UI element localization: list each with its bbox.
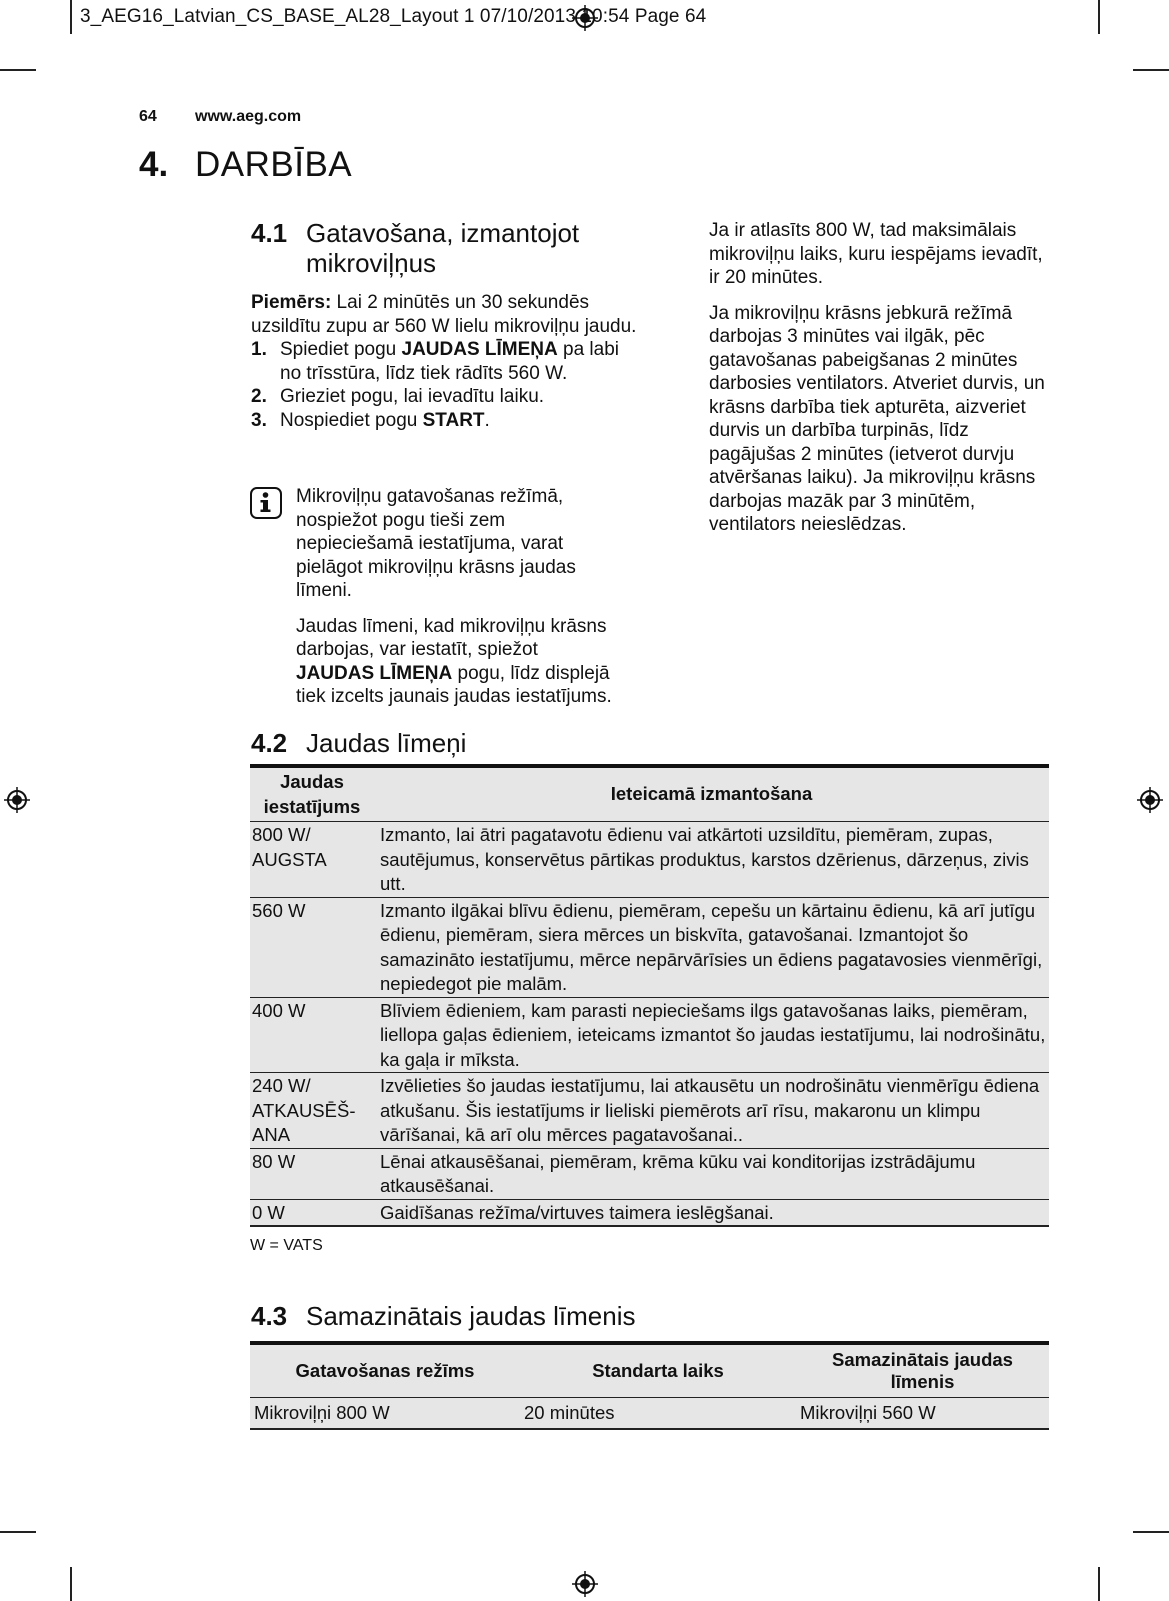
info-text: pogu, līdz displejā tiek izcelts jaunais jaudas iestatījums. — [296, 662, 612, 707]
section-title-line: mikroviļņus — [306, 248, 437, 278]
page-number: 64 — [139, 108, 157, 125]
print-slug: 3_AEG16_Latvian_CS_BASE_AL28_Layout 1 07/10/2013 10:54 Page 64 — [80, 6, 707, 27]
use-cell: Izvēlieties šo jaudas iestatījumu, lai atkausētu un nodrošinātu vienmērīgu ēdiena atkušanu. Šis iestatījums ir lieliski piemērots arī rīsu, makaronu un klimpu vārīšanai, kā arī olu mērces pagatavošanai.. — [374, 1073, 1049, 1149]
steps-list — [251, 338, 641, 432]
info-icon — [250, 487, 282, 519]
use-cell: Gaidīšanas režīma/virtuves taimera ieslēgšanai. — [374, 1199, 1049, 1226]
table-footnote: W = VATS — [250, 1237, 323, 1254]
power-levels-table — [250, 764, 1049, 1255]
setting-cell: 0 W — [250, 1199, 374, 1226]
table-row — [250, 897, 1049, 997]
step-text: Spiediet pogu — [280, 339, 402, 360]
header-url: www.aeg.com — [195, 108, 302, 125]
use-cell: Izmanto ilgākai blīvu ēdienu, piemēram, cepešu un kārtainu ēdienu, kā arī jutīgu ēdienu, piemēram, siera mērces un biskvīta, gatavošanai. Izmantojot šo samazināto iestatījumu, mērce nepārvārīsies un ēdiens pagatavosies vienmērīgi, nepiedegot pie malām. — [374, 897, 1049, 997]
step-number: 2. — [251, 386, 267, 407]
table-header-row — [250, 1343, 1049, 1398]
step-text: pa labi no trīsstūra, līdz tiek rādīts 560 W. — [280, 339, 620, 384]
crop-mark — [1133, 1531, 1169, 1533]
list-item — [251, 338, 641, 385]
section-number: 4.3 — [251, 1301, 288, 1331]
setting-cell: 80 W — [250, 1148, 374, 1199]
setting-cell: 240 W/ ATKAUSĒŠ- ANA — [250, 1073, 374, 1149]
crop-mark — [0, 69, 36, 71]
table-row — [250, 997, 1049, 1073]
info-note — [296, 485, 614, 721]
step-text: Grieziet pogu, lai ievadītu laiku. — [280, 386, 545, 407]
example-label: Piemērs: — [251, 292, 332, 313]
info-button-name: JAUDAS LĪMEŅA — [296, 662, 453, 684]
info-paragraph — [296, 615, 614, 709]
step-number: 3. — [251, 409, 267, 431]
section-title: Jaudas līmeņi — [306, 728, 467, 758]
reduced-power-table — [250, 1341, 1049, 1430]
right-column — [709, 219, 1051, 549]
table-header-cell: Standarta laiks — [520, 1343, 796, 1398]
step-button-name: JAUDAS LĪMEŅA — [401, 339, 558, 360]
registration-mark-icon — [4, 787, 30, 813]
section-title — [306, 218, 666, 278]
table-header-row — [250, 766, 1049, 822]
use-cell: Izmanto, lai ātri pagatavotu ēdienu vai atkārtoti uzsildītu, piemēram, zupas, sautējumus, konservētus pārtikas produktus, karstos dzērienus, dārzeņus, zivis utt. — [374, 822, 1049, 898]
section-title: Samazinātais jaudas līmenis — [306, 1301, 636, 1331]
right-paragraph: Ja ir atlasīts 800 W, tad maksimālais mikroviļņu laiks, kuru iespējams ievadīt, ir 20 minūtes. — [709, 220, 1043, 288]
setting-cell: 560 W — [250, 897, 374, 997]
table-header-cell: Gatavošanas režīms — [250, 1343, 520, 1398]
step-button-name: START — [422, 409, 485, 431]
table-cell: Mikroviļņi 800 W — [250, 1398, 520, 1430]
table-cell: 20 minūtes — [520, 1398, 796, 1430]
table-cell: Mikroviļņi 560 W — [796, 1398, 1049, 1430]
step-text: Nospiediet pogu — [280, 409, 423, 431]
example-text: Lai 2 minūtēs un 30 sekundēs uzsildītu zupu ar 560 W lielu mikroviļņu jaudu. — [251, 292, 637, 337]
registration-mark-icon — [572, 1571, 598, 1597]
setting-cell: 400 W — [250, 997, 374, 1073]
crop-mark — [1098, 0, 1100, 34]
crop-mark — [70, 0, 72, 34]
table-row — [250, 822, 1049, 898]
registration-mark-icon — [1137, 787, 1163, 813]
right-paragraph: Ja mikroviļņu krāsns jebkurā režīmā darbojas 3 minūtes vai ilgāk, pēc gatavošanas pabeigšanas 2 minūtes darbosies ventilators. Atveriet durvis, un krāsns darbība tiek apturēta, aizveriet durvis un darbība turpinās, līdz pagājušas 2 minūtes (ietverot durvju atvēršanas laiku). Ja mikroviļņu krāsns darbojas mazāk par 3 minūtēm, ventilators neieslēdzas. — [709, 302, 1045, 535]
table-row — [250, 1148, 1049, 1199]
step-number: 1. — [251, 339, 267, 360]
table-row — [250, 1073, 1049, 1149]
info-text: Jaudas līmeni, kad mikroviļņu krāsns darbojas, var iestatīt, spiežot — [296, 615, 607, 660]
table-header-cell: Ieteicamā izmantošana — [374, 766, 1049, 822]
table-header-cell: Samazinātais jaudas līmenis — [796, 1343, 1049, 1398]
example-block — [251, 291, 641, 432]
section-title-line: Gatavošana, izmantojot — [306, 218, 580, 248]
crop-mark — [70, 1567, 72, 1601]
crop-mark — [1133, 69, 1169, 71]
list-item — [251, 385, 641, 409]
section-number: 4.1 — [251, 218, 288, 248]
chapter-number: 4. — [139, 145, 169, 184]
section-number: 4.2 — [251, 728, 288, 758]
table-row — [250, 1398, 1049, 1430]
example-paragraph — [251, 291, 641, 338]
chapter-title: DARBĪBA — [195, 145, 353, 184]
table-row — [250, 1199, 1049, 1226]
crop-mark — [1098, 1567, 1100, 1601]
list-item — [251, 409, 641, 433]
info-paragraph: Mikroviļņu gatavošanas režīmā, nospiežot pogu tieši zem nepieciešamā iestatījuma, varat pielāgot mikroviļņu krāsns jaudas līmeni. — [296, 486, 576, 601]
use-cell: Lēnai atkausēšanai, piemēram, krēma kūku vai konditorijas izstrādājumu atkausēšanai. — [374, 1148, 1049, 1199]
setting-cell: 800 W/ AUGSTA — [250, 822, 374, 898]
step-text: . — [484, 409, 490, 431]
table-header-cell: Jaudas iestatījums — [250, 766, 374, 822]
use-cell: Blīviem ēdieniem, kam parasti nepieciešams ilgs gatavošanas laiks, piemēram, liellopa gaļas ēdieniem, ieteicams izmantot šo jaudas iestatījumu, lai nodrošinātu, ka gaļa ir mīksta. — [374, 997, 1049, 1073]
crop-mark — [0, 1531, 36, 1533]
